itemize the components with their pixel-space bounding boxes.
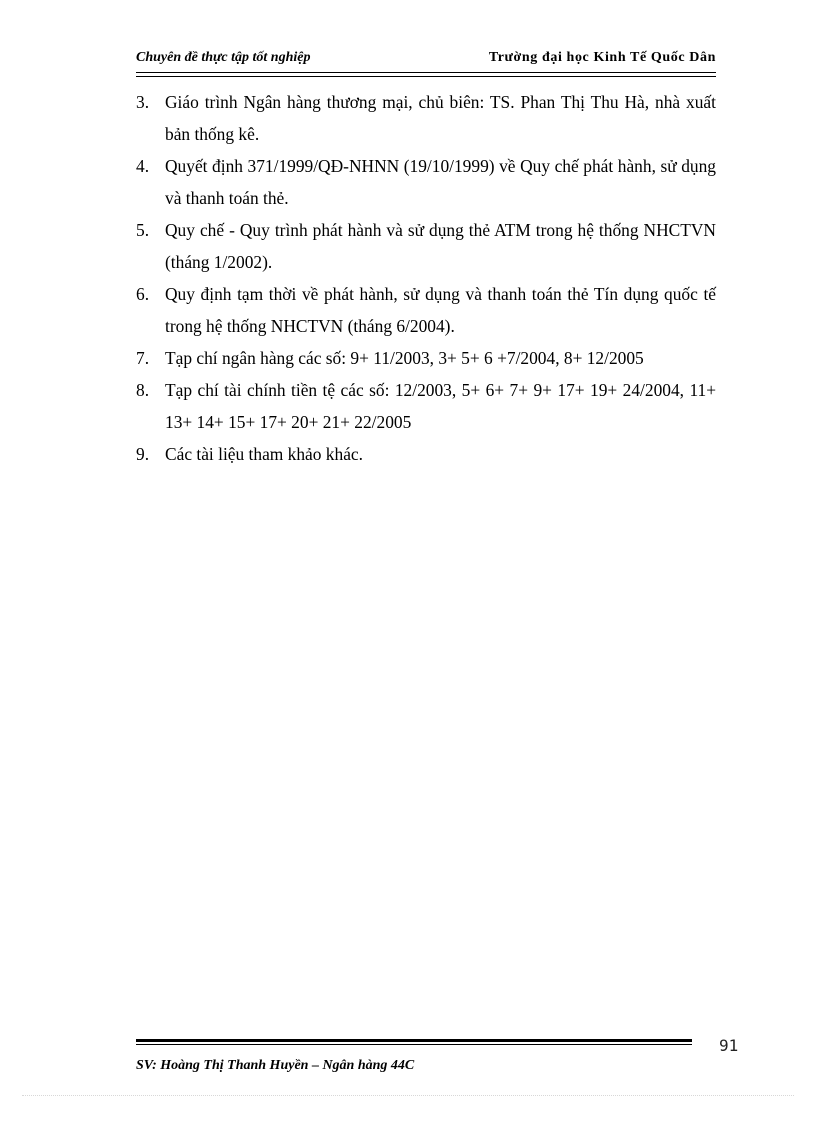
reference-item <box>136 214 716 278</box>
footer-student-info: SV: Hoàng Thị Thanh Huyền – Ngân hàng 44C <box>136 1058 415 1073</box>
reference-number: 9. <box>136 444 150 464</box>
reference-item <box>136 150 716 214</box>
header-document-title: Chuyên đề thực tập tốt nghiệp <box>136 50 311 65</box>
reference-text: Giáo trình Ngân hàng thương mại, chủ biên: TS. Phan Thị Thu Hà, nhà xuất bản thống kê. <box>165 92 716 144</box>
reference-item <box>136 342 716 374</box>
footer-divider <box>136 1039 692 1045</box>
reference-text: Quyết định 371/1999/QĐ-NHNN (19/10/1999) về Quy chế phát hành, sử dụng và thanh toán thẻ. <box>165 156 716 208</box>
reference-text: Quy chế - Quy trình phát hành và sử dụng thẻ ATM trong hệ thống NHCTVN (tháng 1/2002). <box>165 220 716 272</box>
reference-number: 4. <box>136 156 150 176</box>
reference-list <box>136 86 716 470</box>
reference-text: Tạp chí tài chính tiền tệ các số: 12/2003, 5+ 6+ 7+ 9+ 17+ 19+ 24/2004, 11+ 13+ 14+ 15+ 17+ 20+ 21+ 22/2005 <box>165 380 716 432</box>
reference-item <box>136 374 716 438</box>
reference-text: Quy định tạm thời về phát hành, sử dụng và thanh toán thẻ Tín dụng quốc tế trong hệ thống NHCTVN (tháng 6/2004). <box>165 284 716 336</box>
reference-item <box>136 278 716 342</box>
reference-number: 7. <box>136 348 150 368</box>
page-number: 91 <box>719 1036 739 1055</box>
reference-item <box>136 86 716 150</box>
page-header <box>136 48 716 70</box>
header-university-name: Trường đại học Kinh Tế Quốc Dân <box>488 50 716 65</box>
reference-text: Các tài liệu tham khảo khác. <box>165 444 363 464</box>
reference-number: 3. <box>136 92 150 112</box>
reference-number: 8. <box>136 380 150 400</box>
reference-number: 5. <box>136 220 150 240</box>
page-edge-divider <box>22 1095 794 1096</box>
header-divider <box>136 72 716 77</box>
reference-text: Tạp chí ngân hàng các số: 9+ 11/2003, 3+ 5+ 6 +7/2004, 8+ 12/2005 <box>165 348 644 368</box>
reference-number: 6. <box>136 284 150 304</box>
reference-item <box>136 438 716 470</box>
